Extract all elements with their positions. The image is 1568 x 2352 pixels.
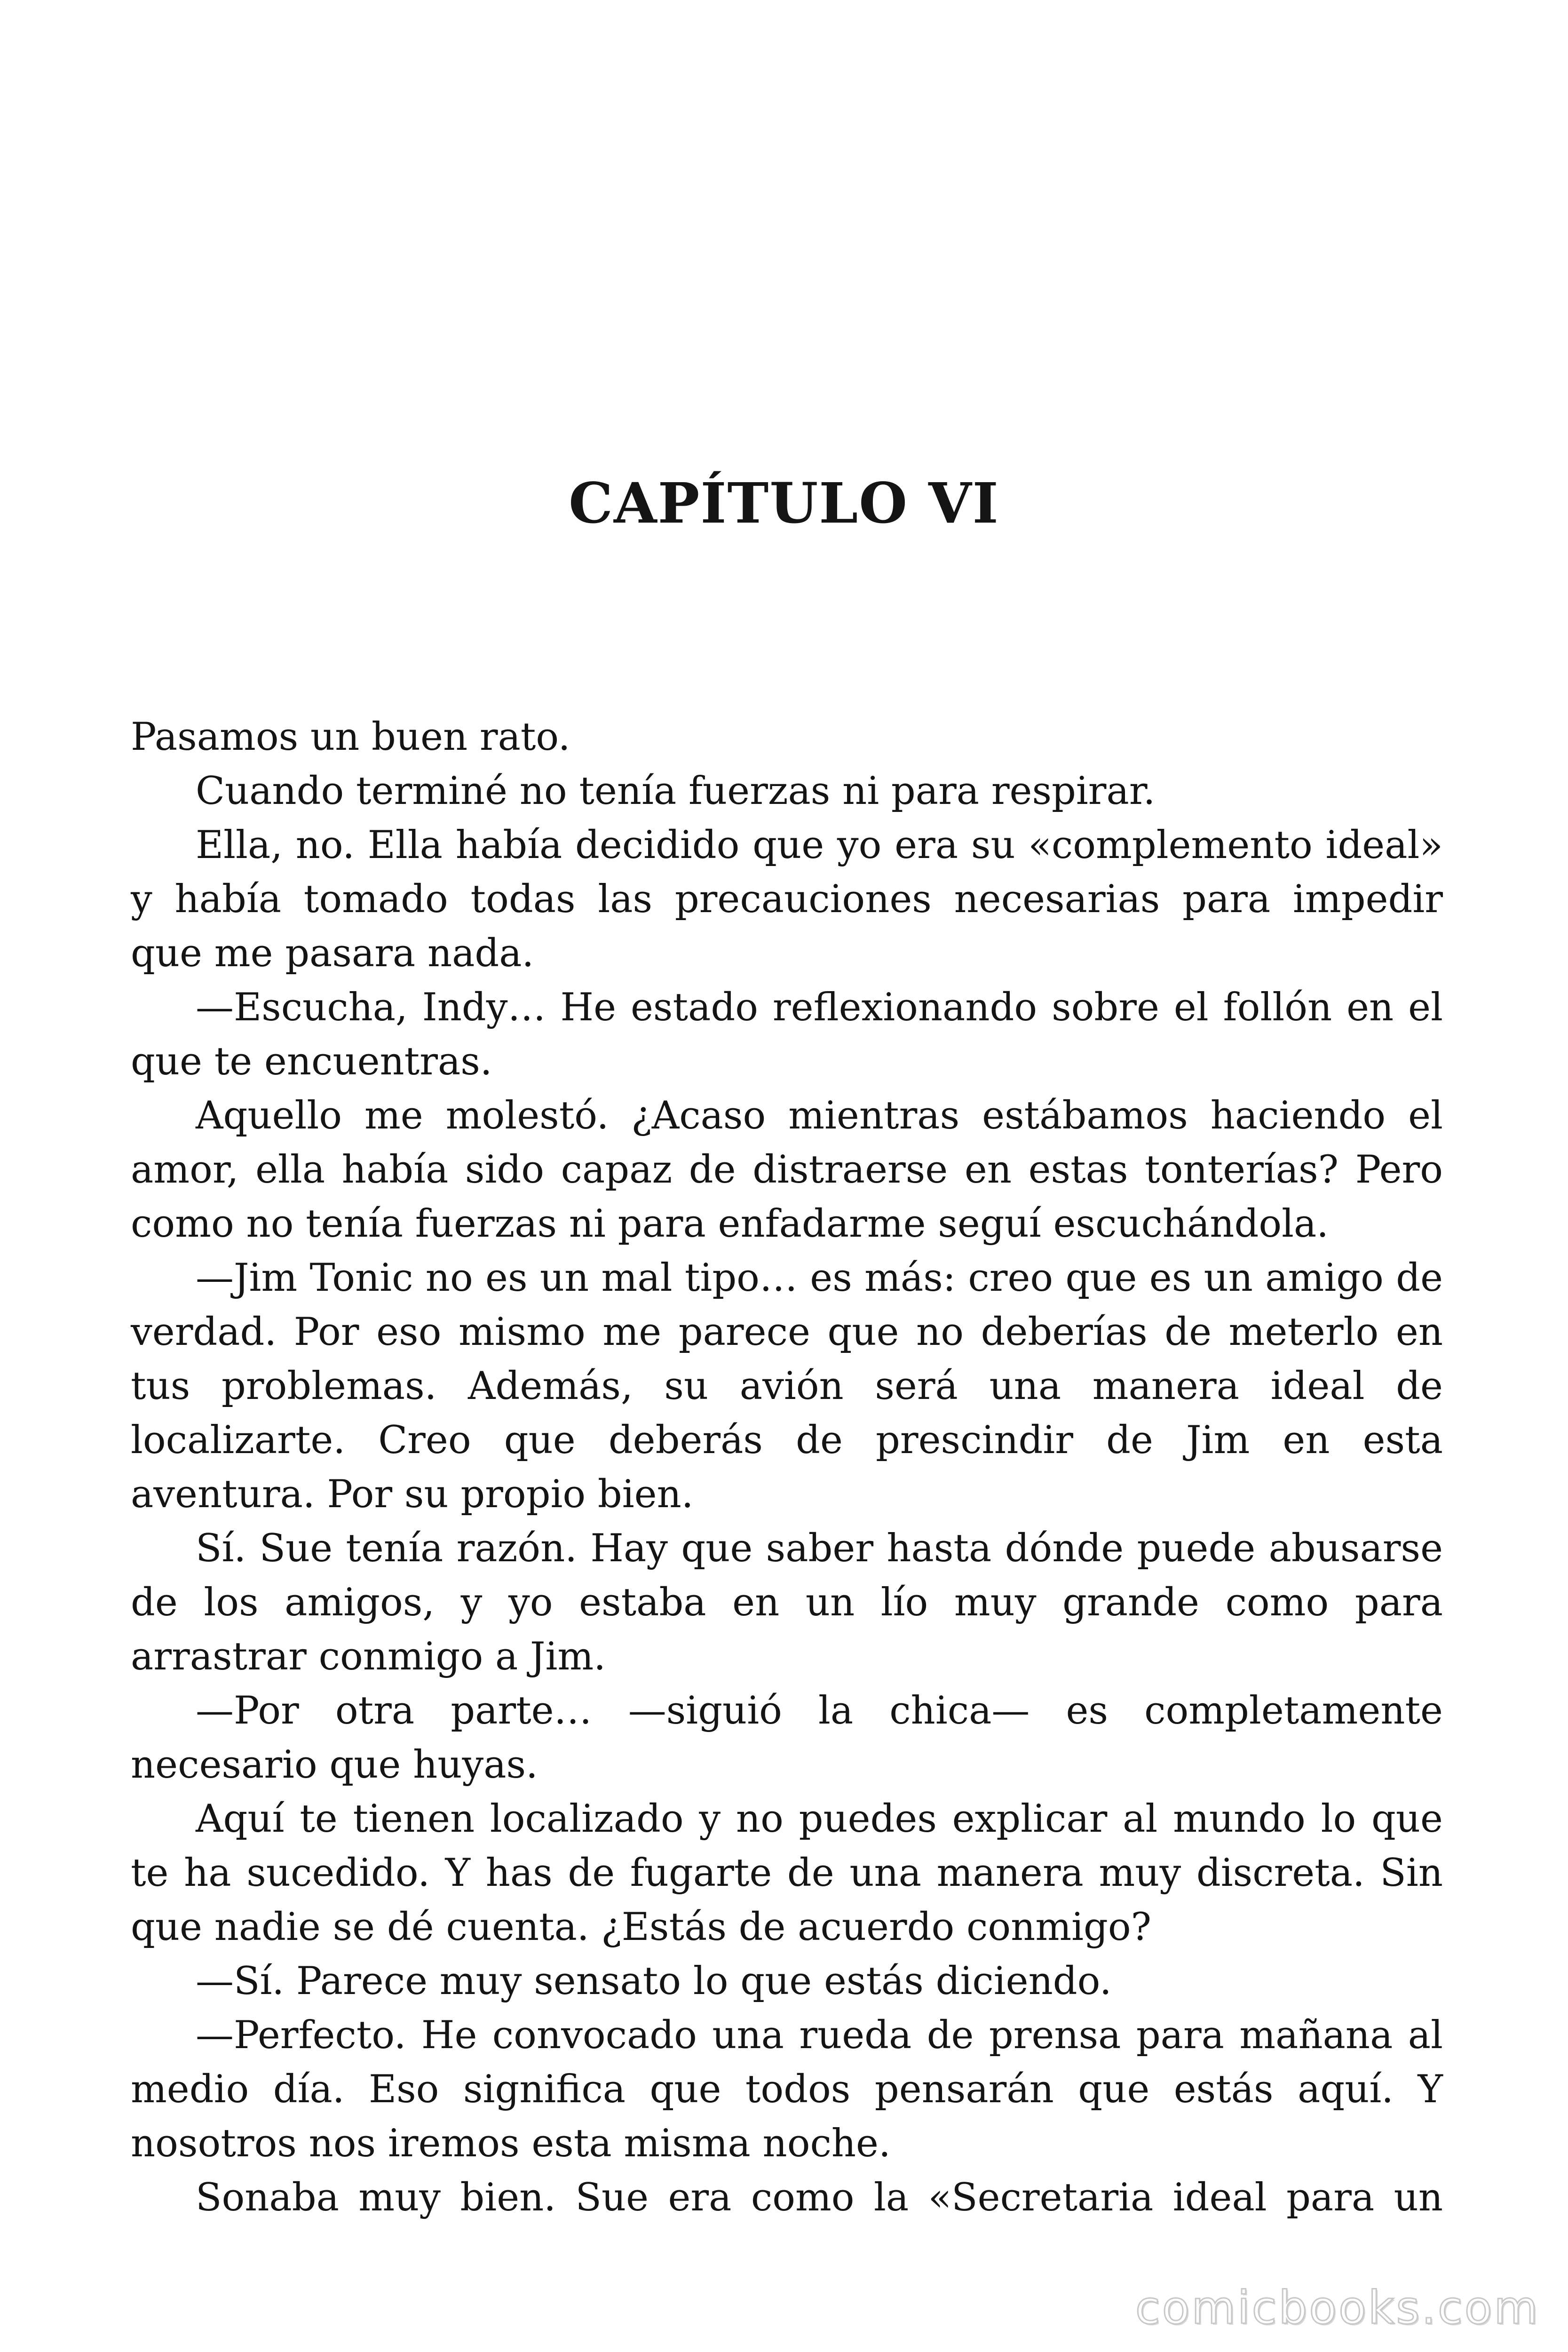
chapter-title: CAPÍTULO VI — [569, 470, 999, 536]
paragraph: —Por otra parte… —siguió la chica— es completamente necesario que huyas. — [131, 1689, 1443, 1787]
paragraph: —Escucha, Indy… He estado reflexionando sobre el follón en el que te encuentras. — [131, 985, 1443, 1084]
paragraph: —Perfecto. He convocado una rueda de prensa para mañana al medio día. Eso significa que todos pensarán que estás aquí. Y nosotros nos iremos esta misma noche. — [131, 2013, 1443, 2166]
paragraph-last: Sonaba muy bien. Sue era como la «Secretaria ideal para un — [196, 2176, 1443, 2220]
paragraph: —Jim Tonic no es un mal tipo… es más: creo que es un amigo de verdad. Por eso mismo me parece que no deberías de meterlo en tus problemas. Además, su avión será una manera ideal de localizarte. Creo que deberás de prescindir de Jim en esta aventura. Por su propio bien. — [131, 1256, 1443, 1517]
paragraph: Aquello me molestó. ¿Acaso mientras estábamos haciendo el amor, ella había sido capaz de distraerse en estas tonterías? Pero como no tenía fuerzas ni para enfadarme seguí escuchándola. — [131, 1094, 1443, 1246]
paragraph: Pasamos un buen rato. — [131, 715, 570, 759]
paragraph: Aquí te tienen localizado y no puedes explicar al mundo lo que te ha sucedido. Y has de fugarte de una manera muy discreta. Sin que nadie se dé cuenta. ¿Estás de acuerdo conmigo? — [131, 1797, 1443, 1949]
paragraph: Sí. Sue tenía razón. Hay que saber hasta dónde puede abusarse de los amigos, y yo estaba en un lío muy grande como para arrastrar conmigo a Jim. — [131, 1526, 1443, 1679]
paragraph: —Sí. Parece muy sensato lo que estás diciendo. — [196, 1959, 1112, 2003]
watermark-logo: comicbooks.com — [1135, 2281, 1540, 2334]
paragraph: Cuando terminé no tenía fuerzas ni para respirar. — [196, 769, 1156, 813]
chapter-body — [131, 710, 1443, 2225]
paragraph: Ella, no. Ella había decidido que yo era su «complemento ideal» y había tomado todas las precauciones necesarias para impedir que me pasara nada. — [131, 823, 1443, 976]
